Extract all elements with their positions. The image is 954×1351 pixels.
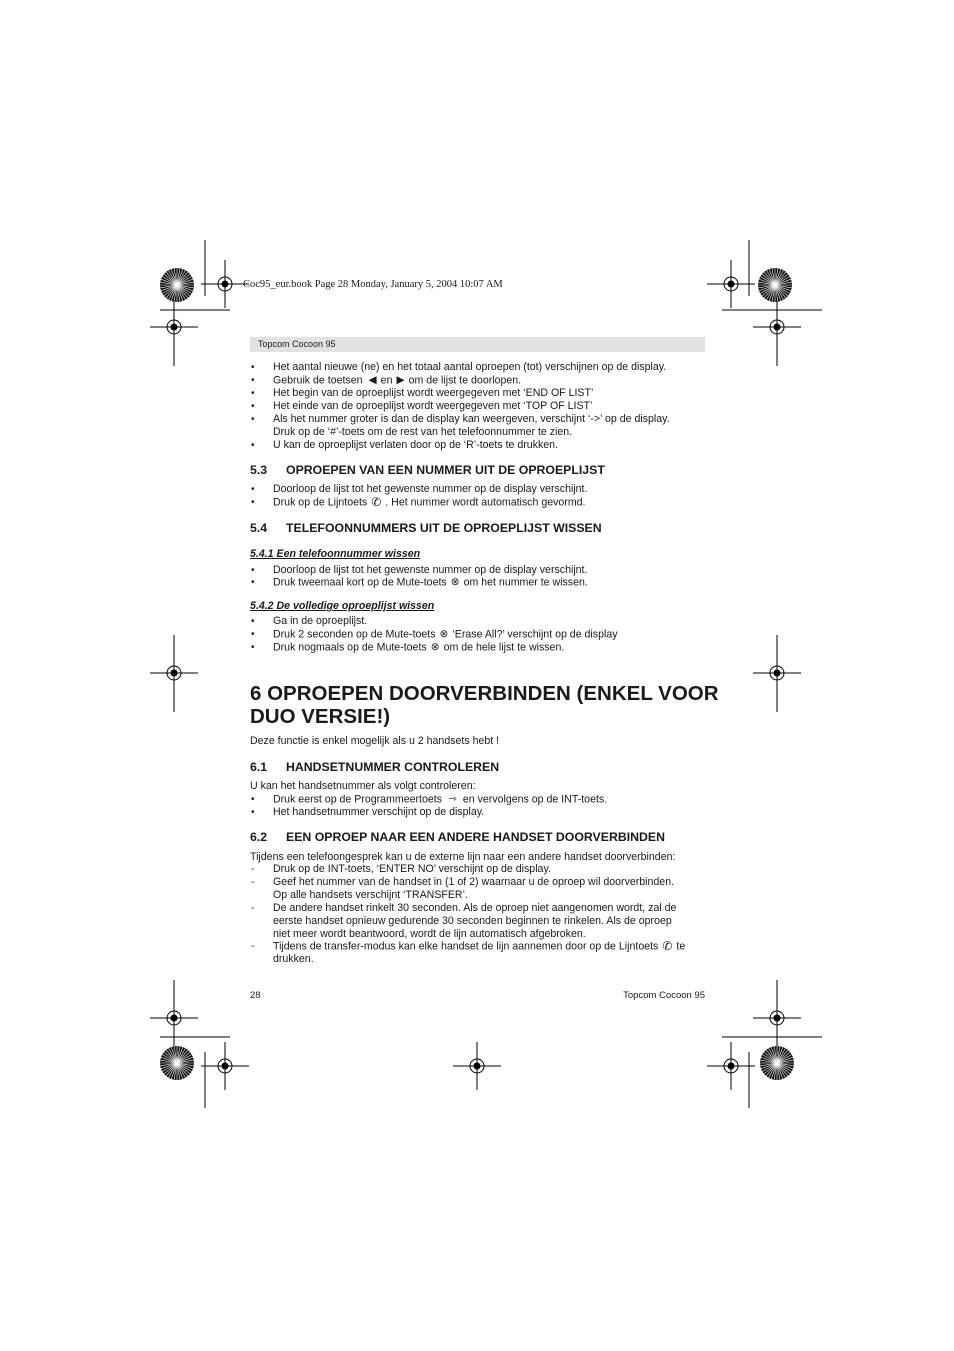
bullet: • xyxy=(251,401,255,412)
paragraph: U kan het handsetnummer als volgt controleren: xyxy=(250,780,476,792)
registration-dot xyxy=(171,324,178,331)
text: Druk tweemaal kort op de Mute-toets xyxy=(273,576,447,589)
bullet: • xyxy=(251,414,255,425)
text: . Het nummer wordt automatisch gevormd. xyxy=(385,496,586,509)
bullet: • xyxy=(251,642,255,653)
right-arrow-icon: ▶ xyxy=(396,374,405,386)
section-title: OPROEPEN VAN EEN NUMMER UIT DE OPROEPLIJST xyxy=(286,463,605,477)
section-title: TELEFOONNUMMERS UIT DE OPROEPLIJST WISSEN xyxy=(286,521,602,535)
list-item: Geef het nummer van de handset in (1 of 2) waarnaar u de oproep wil doorverbinden. xyxy=(273,876,675,888)
list-item xyxy=(273,641,564,654)
registration-dot xyxy=(222,281,229,288)
dash: - xyxy=(251,877,255,888)
registration-dot xyxy=(171,670,178,677)
section-number: 5.3 xyxy=(250,463,268,477)
list-item: Het aantal nieuwe (ne) en het totaal aantal oproepen (tot) verschijnen op de display. xyxy=(273,361,667,373)
dash: - xyxy=(251,903,255,914)
section-title: HANDSETNUMMER CONTROLEREN xyxy=(286,760,500,774)
subsection-heading-5-4-1: 5.4.1 Een telefoonnummer wissen xyxy=(250,548,421,560)
list-item xyxy=(273,793,607,806)
text: en xyxy=(380,374,393,387)
list-item-continued: eerste handset opnieuw gedurende 30 seconden beginnen te rinkelen. Als de oproep xyxy=(273,915,672,927)
paragraph: Tijdens een telefoongesprek kan u de externe lijn naar een andere handset doorverbinden: xyxy=(250,851,676,863)
text: Tijdens de transfer-modus kan elke handset de lijn aannemen door op de Lijntoets xyxy=(273,940,659,953)
dash: - xyxy=(251,941,255,952)
running-header xyxy=(250,337,705,352)
program-key-icon: ⇾ xyxy=(447,793,457,805)
list-item: Het begin van de oproeplijst wordt weergegeven met ‘END OF LIST’ xyxy=(273,387,594,399)
list-item-continued: Op alle handsets verschijnt ‘TRANSFER’. xyxy=(273,889,468,901)
section-number: 5.4 xyxy=(250,521,268,535)
bullet: • xyxy=(251,362,255,373)
text: om de hele lijst te wissen. xyxy=(443,641,565,654)
registration-dot xyxy=(171,1015,178,1022)
list-item: U kan de oproeplijst verlaten door op de ‘R’-toets te drukken. xyxy=(273,439,559,451)
text: Druk 2 seconden op de Mute-toets xyxy=(273,628,436,641)
section-number: 6.1 xyxy=(250,760,268,774)
mute-icon: ⊗ xyxy=(430,641,440,653)
list-item: Doorloop de lijst tot het gewenste nummer op de display verschijnt. xyxy=(273,564,588,576)
registration-dot xyxy=(728,281,735,288)
list-item: Ga in de oproeplijst. xyxy=(273,615,368,627)
list-item: Doorloop de lijst tot het gewenste nummer op de display verschijnt. xyxy=(273,483,588,495)
page-number: 28 xyxy=(250,990,261,1001)
print-imprint: Coc95_eur.book Page 28 Monday, January 5, 2004 10:07 AM xyxy=(243,279,503,290)
registration-dot xyxy=(774,1015,781,1022)
list-item: Druk op de INT-toets, ‘ENTER NO’ verschijnt op de display. xyxy=(273,863,551,875)
phone-line-icon: ✆ xyxy=(662,939,673,953)
bullet: • xyxy=(251,388,255,399)
bullet: • xyxy=(251,440,255,451)
paragraph: Deze functie is enkel mogelijk als u 2 handsets hebt ! xyxy=(250,735,500,747)
registration-dot xyxy=(728,1063,735,1070)
list-item: Het handsetnummer verschijnt op de display. xyxy=(273,806,485,818)
registration-dot xyxy=(222,1063,229,1070)
header-title: Topcom Cocoon 95 xyxy=(258,339,336,349)
text: Druk op de Lijntoets xyxy=(273,496,368,509)
left-arrow-icon: ◀ xyxy=(368,374,377,386)
text: Druk eerst op de Programmeertoets xyxy=(273,793,442,806)
dash: - xyxy=(251,864,255,875)
chapter-heading-line2: DUO VERSIE!) xyxy=(250,705,391,728)
list-item-continued: Druk op de ‘#’-toets om de rest van het telefoonnummer te zien. xyxy=(273,426,573,438)
bullet: • xyxy=(251,375,255,386)
mute-icon: ⊗ xyxy=(439,628,449,640)
list-item xyxy=(273,576,588,589)
bullet: • xyxy=(251,577,255,588)
text: om het nummer te wissen. xyxy=(463,576,588,589)
list-item-continued: drukken. xyxy=(273,953,314,965)
bullet: • xyxy=(251,565,255,576)
section-number: 6.2 xyxy=(250,830,268,844)
list-item: Als het nummer groter is dan de display kan weergeven, verschijnt ‘->’ op de display. xyxy=(273,413,670,425)
registration-dot xyxy=(474,1063,481,1070)
list-item xyxy=(273,374,521,387)
registration-dot xyxy=(774,670,781,677)
bullet: • xyxy=(251,497,255,508)
subsection-heading-5-4-2: 5.4.2 De volledige oproeplijst wissen xyxy=(250,600,435,612)
text: en vervolgens op de INT-toets. xyxy=(462,793,608,806)
bullet: • xyxy=(251,794,255,805)
bullet: • xyxy=(251,484,255,495)
text: ‘Erase All?’ verschijnt op de display xyxy=(452,628,618,641)
bullet: • xyxy=(251,616,255,627)
list-item xyxy=(273,940,685,953)
list-item xyxy=(273,628,618,641)
registration-dot xyxy=(774,324,781,331)
chapter-heading-line1: 6 OPROEPEN DOORVERBINDEN (ENKEL VOOR xyxy=(250,682,719,705)
mute-icon: ⊗ xyxy=(450,576,460,588)
text: Druk nogmaals op de Mute-toets xyxy=(273,641,427,654)
footer-title: Topcom Cocoon 95 xyxy=(623,990,705,1001)
section-title: EEN OPROEP NAAR EEN ANDERE HANDSET DOORVERBINDEN xyxy=(286,830,665,844)
text: Gebruik de toetsen xyxy=(273,374,363,387)
text: te xyxy=(676,940,686,953)
bullet: • xyxy=(251,629,255,640)
list-item xyxy=(273,496,585,509)
list-item: De andere handset rinkelt 30 seconden. Als de oproep niet aangenomen wordt, zal de xyxy=(273,902,677,914)
list-item-continued: niet meer wordt beantwoord, wordt de lijn automatisch afgebroken. xyxy=(273,928,586,940)
phone-line-icon: ✆ xyxy=(371,495,382,509)
list-item: Het einde van de oproeplijst wordt weergegeven met ‘TOP OF LIST’ xyxy=(273,400,593,412)
text: om de lijst te doorlopen. xyxy=(408,374,522,387)
bullet: • xyxy=(251,807,255,818)
